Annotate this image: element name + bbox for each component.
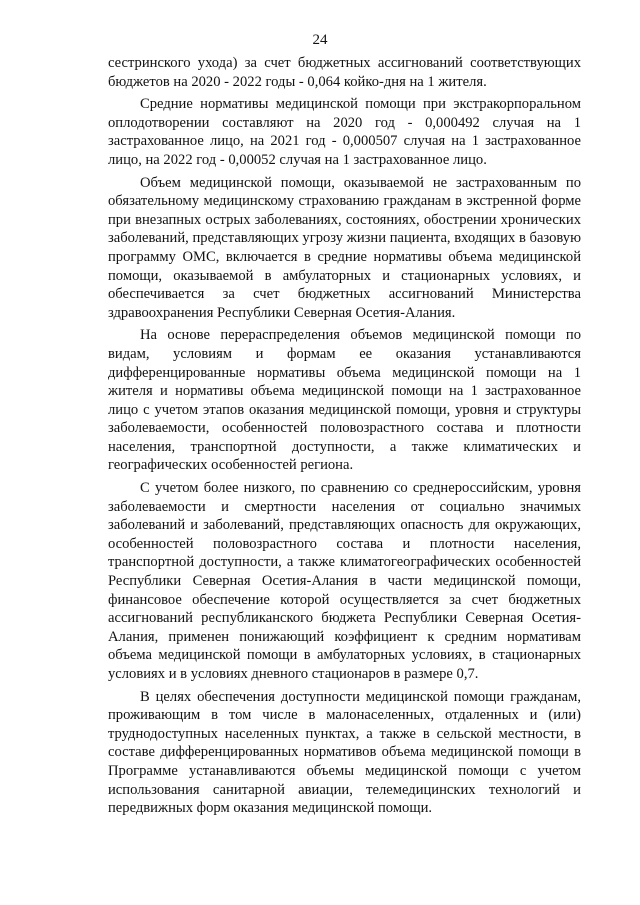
- document-body: [108, 54, 581, 822]
- paragraph-1: сестринского ухода) за счет бюджетных ассигнований соответствующих бюджетов на 2020 - 2022 годы - 0,064 койко-дня на 1 жителя.: [108, 55, 581, 90]
- page-number: 24: [312, 32, 328, 48]
- paragraph-3: Объем медицинской помощи, оказываемой не застрахованным по обязательному медицинскому страхованию гражданам в экстренной форме при внезапных острых заболеваниях, состояниях, обострении хронических заболеваний, представляющих угрозу жизни пациента, входящих в базовую программу ОМС, включается в средние нормативы объема медицинской помощи, оказываемой в амбулаторных и стационарных условиях, и обеспечивается за счет бюджетных ассигнований Министерства здравоохранения Республики Северная Осетия-Алания.: [108, 174, 581, 321]
- paragraph-6: В целях обеспечения доступности медицинской помощи гражданам, проживающим в том числе в малонаселенных, отдаленных и (или) труднодоступных населенных пунктах, а также в сельской местности, в составе дифференцированных нормативов объема медицинской помощи в Программе устанавливаются объемы медицинской помощи с учетом использования санитарной авиации, телемедицинских технологий и передвижных форм оказания медицинской помощи.: [108, 688, 581, 817]
- paragraph-5: С учетом более низкого, по сравнению со среднероссийским, уровня заболеваемости и смертности населения от социально значимых заболеваний и заболеваний, представляющих опасность для окружающих, особенностей половозрастного состава и плотности населения, транспортной доступности, а также климатогеографических особенностей Республики Северная Осетия-Алания в части медицинской помощи, финансовое обеспечение которой осуществляется за счет бюджетных ассигнований республиканского бюджета Республики Северная Осетия-Алания, применен понижающий коэффициент к средним нормативам объема медицинской помощи в амбулаторных условиях, в стационарных условиях и в условиях дневного стационаров в размере 0,7.: [108, 480, 581, 682]
- paragraph-4: На основе перераспределения объемов медицинской помощи по видам, условиям и формам ее оказания устанавливаются дифференцированные нормативы объема медицинской помощи на 1 жителя и нормативы объема медицинской помощи на 1 застрахованное лицо с учетом этапов оказания медицинской помощи, уровня и структуры заболеваемости, особенностей половозрастного состава и плотности населения, транспортной доступности, а также климатических и географических особенностей региона.: [108, 327, 581, 474]
- paragraph-2: Средние нормативы медицинской помощи при экстракорпоральном оплодотворении составляют на 2020 год - 0,000492 случая на 1 застрахованное лицо, на 2021 год - 0,000507 случая на 1 застрахованное лицо, на 2022 год - 0,00052 случая на 1 застрахованное лицо.: [108, 96, 581, 168]
